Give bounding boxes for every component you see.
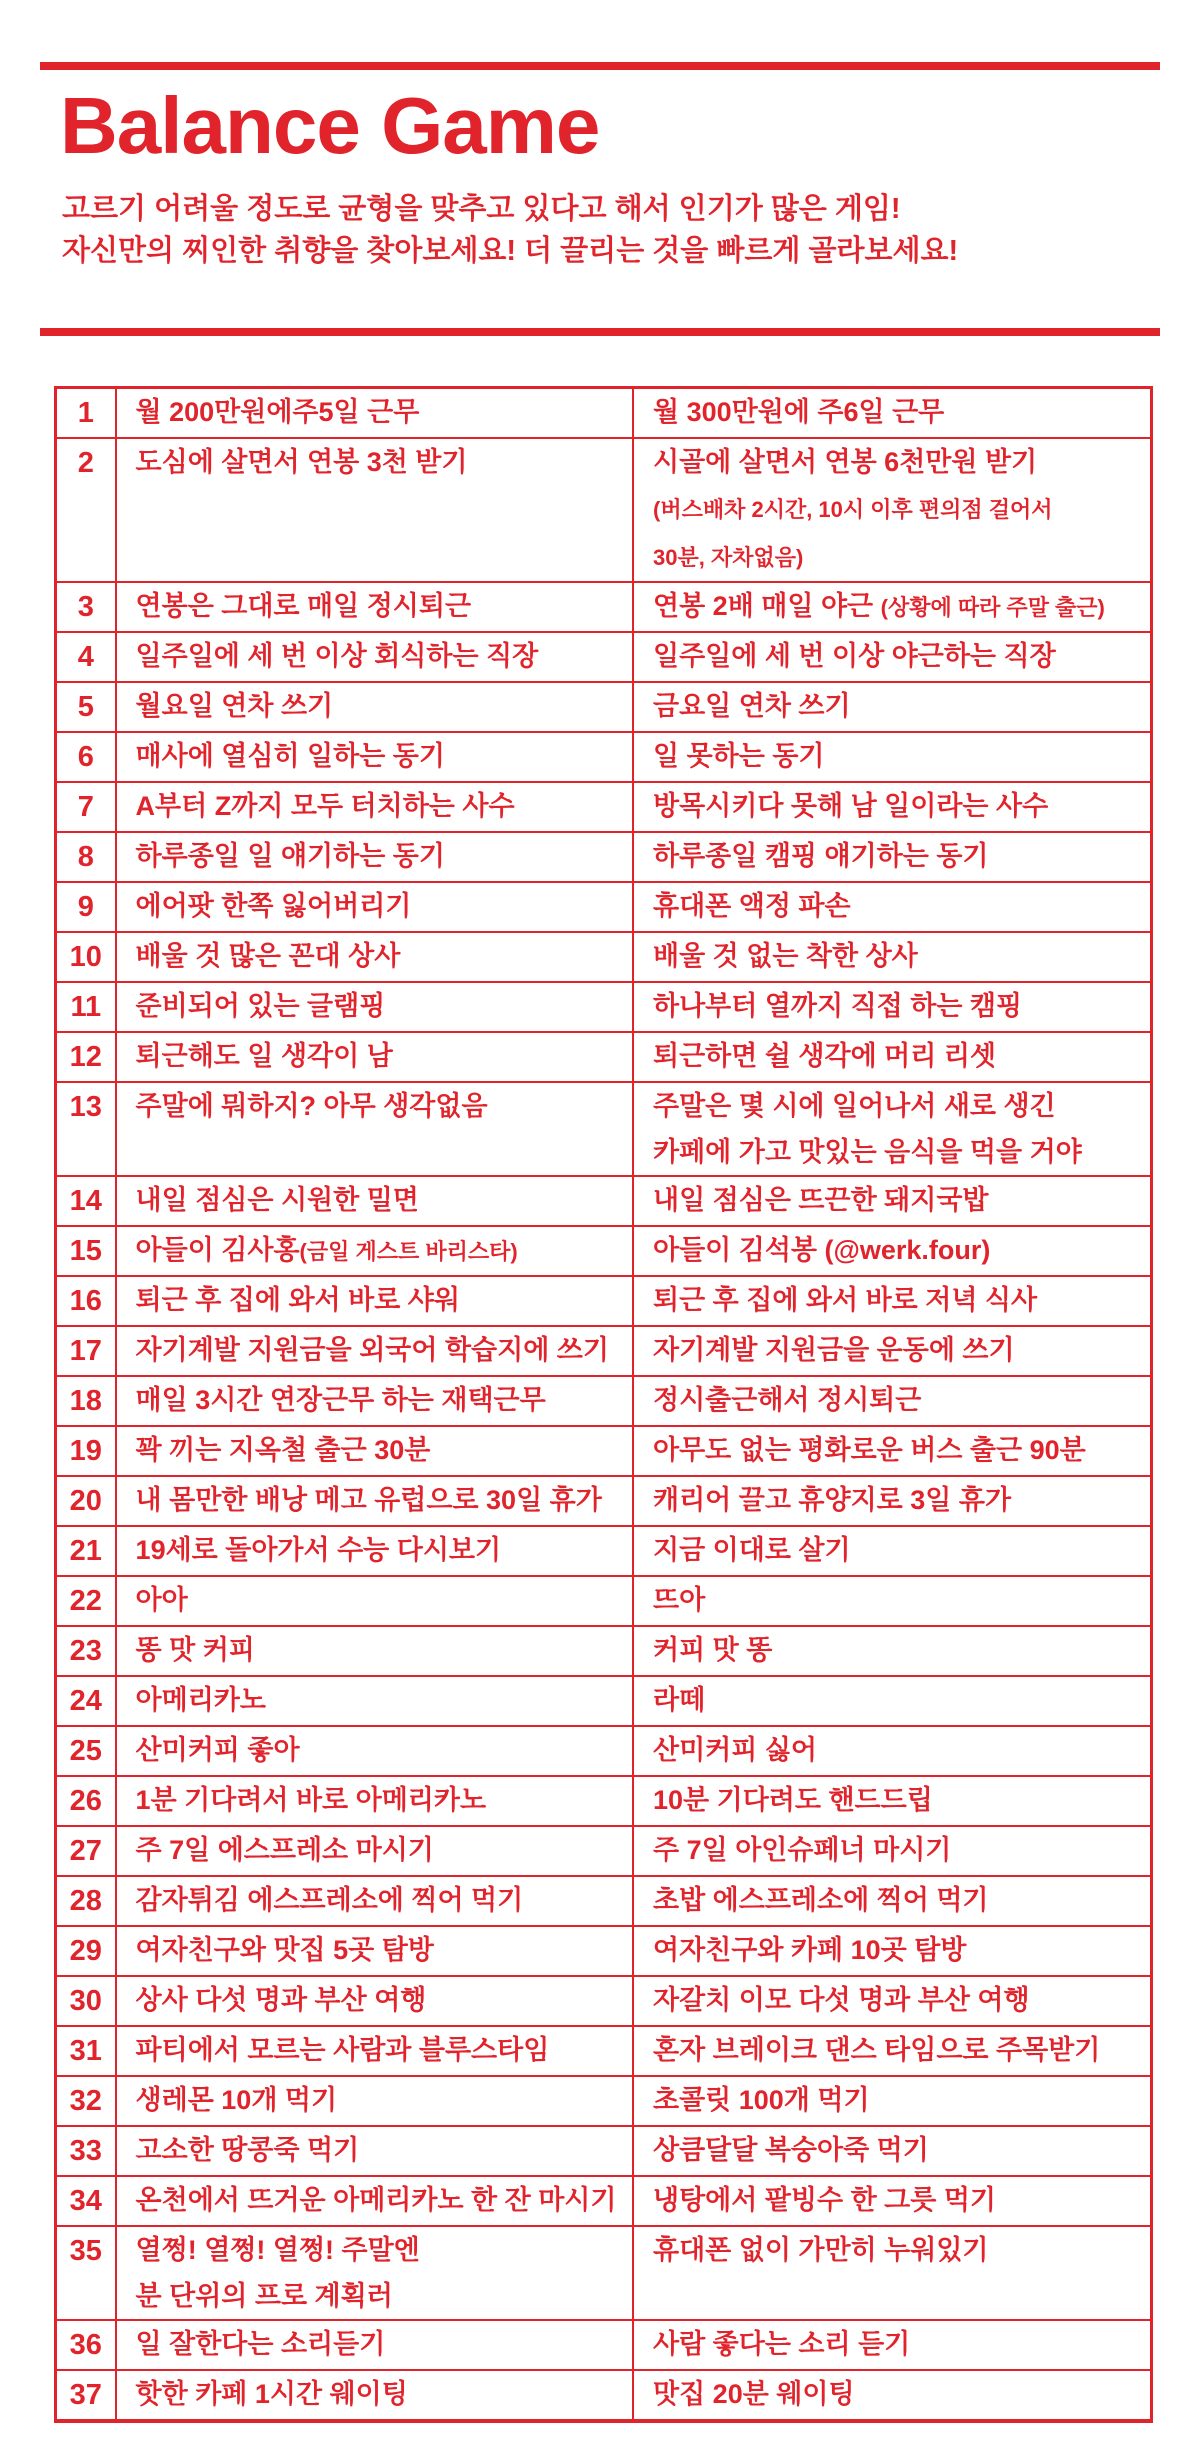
row-number: 36 [56,2320,116,2370]
option-right [633,832,1151,882]
row-number: 12 [56,1032,116,1082]
table-row [56,682,1152,732]
option-text-line: 연봉은 그대로 매일 정시퇴근 [135,591,472,622]
row-number: 4 [56,632,116,682]
option-text-line: 산미커피 싫어 [653,1735,818,1766]
top-divider [40,62,1160,70]
option-left [116,438,633,582]
option-text-line: 맛집 20분 웨이팅 [653,2379,855,2410]
option-right [633,1626,1151,1676]
option-text-line: 생레몬 10개 먹기 [135,2085,338,2116]
option-right [633,1176,1151,1226]
option-text-line: 정시출근해서 정시퇴근 [653,1385,922,1416]
option-text-line: 똥 맛 커피 [135,1635,255,1666]
option-text-line: 배울 것 많은 꼰대 상사 [135,941,401,972]
option-text-line: 내일 점심은 시원한 밀면 [135,1185,419,1216]
row-number: 26 [56,1776,116,1826]
option-right [633,1926,1151,1976]
option-right [633,582,1151,632]
option-text-line: 아무도 없는 평화로운 버스 출근 90분 [653,1435,1086,1466]
option-left [116,1626,633,1676]
option-right [633,1676,1151,1726]
option-text-line: 사람 좋다는 소리 듣기 [653,2329,911,2360]
option-text-line: 꽉 끼는 지옥철 출근 30분 [135,1435,431,1466]
option-left [116,1176,633,1226]
option-text-line: 월요일 연차 쓰기 [135,691,334,722]
option-left [116,632,633,682]
option-right [633,2026,1151,2076]
option-text-line: 일 잘한다는 소리듣기 [135,2329,386,2360]
table-row [56,2026,1152,2076]
option-text-line: 내 몸만한 배낭 메고 유럽으로 30일 휴가 [135,1485,602,1516]
option-left [116,982,633,1032]
option-left [116,388,633,439]
option-left [116,1226,633,1276]
row-number: 14 [56,1176,116,1226]
option-text-line: 여자친구와 카페 10곳 탐방 [653,1935,967,1966]
option-text-line: 배울 것 없는 착한 상사 [653,941,918,972]
table-row [56,1176,1152,1226]
option-left [116,1032,633,1082]
option-text-line: 초밥 에스프레소에 찍어 먹기 [653,1885,989,1916]
option-left [116,1776,633,1826]
option-text-line: 핫한 카페 1시간 웨이팅 [135,2379,408,2410]
option-text-line: 온천에서 뜨거운 아메리카노 한 잔 마시기 [135,2185,617,2216]
option-text-line: 퇴근 후 집에 와서 바로 저녁 식사 [653,1285,1038,1316]
option-text-line: 자기계발 지원금을 운동에 쓰기 [653,1335,1015,1366]
option-left [116,682,633,732]
option-left [116,1976,633,2026]
table-row [56,2126,1152,2176]
option-left [116,1476,633,1526]
table-row [56,1226,1152,1276]
row-number: 32 [56,2076,116,2126]
option-text-line: 주말은 몇 시에 일어나서 새로 생긴 [653,1091,1056,1122]
table-row [56,1426,1152,1476]
row-number: 20 [56,1476,116,1526]
option-left [116,1726,633,1776]
table-row [56,1576,1152,1626]
option-text-line: 자갈치 이모 다섯 명과 부산 여행 [653,1985,1030,2016]
row-number: 3 [56,582,116,632]
option-text-line: 주말에 뭐하지? 아무 생각없음 [135,1091,488,1122]
option-right [633,1226,1151,1276]
table-row [56,2176,1152,2226]
option-left [116,2026,633,2076]
option-left [116,932,633,982]
table-row [56,1476,1152,1526]
row-number: 2 [56,438,116,582]
row-number: 8 [56,832,116,882]
subtitle-line-1: 고르기 어려울 정도로 균형을 맞추고 있다고 해서 인기가 많은 게임! [62,193,901,225]
table-row [56,1626,1152,1676]
option-right [633,782,1151,832]
option-text-line: 도심에 살면서 연봉 3천 받기 [135,447,468,478]
option-text-line: 상큼달달 복숭아죽 먹기 [653,2135,929,2166]
option-text-line: 매사에 열심히 일하는 동기 [135,741,445,772]
option-text-line: 파티에서 모르는 사람과 블루스타임 [135,2035,550,2066]
table-row [56,1032,1152,1082]
row-number: 22 [56,1576,116,1626]
option-right [633,1032,1151,1082]
option-text-line: 에어팟 한쪽 잃어버리기 [135,891,412,922]
option-text-line: 자기계발 지원금을 외국어 학습지에 쓰기 [135,1335,609,1366]
option-text-line: 아들이 김석봉 (@werk.four) [653,1235,991,1266]
option-right [633,1426,1151,1476]
balance-table-body [56,388,1152,2422]
row-number: 31 [56,2026,116,2076]
option-right [633,2320,1151,2370]
option-left [116,2126,633,2176]
option-text-line: 라떼 [653,1685,706,1716]
option-right [633,682,1151,732]
row-number: 33 [56,2126,116,2176]
table-row [56,1826,1152,1876]
option-text-line: 일주일에 세 번 이상 회식하는 직장 [135,641,539,672]
row-number: 19 [56,1426,116,1476]
row-number: 34 [56,2176,116,2226]
table-row [56,782,1152,832]
table-row [56,2320,1152,2370]
table-row [56,1082,1152,1176]
option-text-line: 뜨아 [653,1585,706,1616]
option-right [633,1082,1151,1176]
table-row [56,1376,1152,1426]
option-text-line: 상사 다섯 명과 부산 여행 [135,1985,427,2016]
option-right [633,1276,1151,1326]
option-left [116,1082,633,1176]
page-title: Balance Game [60,81,600,170]
option-right [633,1326,1151,1376]
option-right [633,2076,1151,2126]
row-number: 1 [56,388,116,439]
table-row [56,388,1152,439]
option-left [116,1426,633,1476]
option-text-line: A부터 Z까지 모두 터치하는 사수 [135,791,515,822]
option-text-line: 10분 기다려도 핸드드립 [653,1785,933,1816]
table-row [56,882,1152,932]
option-right [633,932,1151,982]
row-number: 15 [56,1226,116,1276]
option-text-line: 일 못하는 동기 [653,741,825,772]
option-text-line: 하나부터 열까지 직접 하는 캠핑 [653,991,1023,1022]
option-right [633,732,1151,782]
option-left [116,1526,633,1576]
option-left [116,1276,633,1326]
table-row [56,1776,1152,1826]
option-left [116,832,633,882]
row-number: 10 [56,932,116,982]
option-left [116,2320,633,2370]
table-row [56,982,1152,1032]
option-text-line: 30분, 자차없음) [653,545,804,571]
option-right [633,982,1151,1032]
option-right [633,1576,1151,1626]
option-text-line: 산미커피 좋아 [135,1735,300,1766]
row-number: 30 [56,1976,116,2026]
option-text-line: 19세로 돌아가서 수능 다시보기 [135,1535,502,1566]
row-number: 17 [56,1326,116,1376]
table-row [56,582,1152,632]
table-row [56,732,1152,782]
option-left [116,1326,633,1376]
option-text-line: 아아 [135,1585,188,1616]
option-text-line: 퇴근 후 집에 와서 바로 샤워 [135,1285,460,1316]
option-text-line: 분 단위의 프로 계획러 [135,2281,393,2312]
option-text-line: 아메리카노 [135,1685,266,1716]
row-number: 37 [56,2370,116,2421]
option-right [633,388,1151,439]
table-row [56,1876,1152,1926]
table-row [56,1976,1152,2026]
option-text-line: 퇴근하면 쉴 생각에 머리 리셋 [653,1041,997,1072]
option-text-line: 퇴근해도 일 생각이 남 [135,1041,393,1072]
table-row [56,932,1152,982]
option-right [633,1376,1151,1426]
option-left [116,1876,633,1926]
option-text-line: 주 7일 아인슈페너 마시기 [653,1835,952,1866]
option-left [116,782,633,832]
option-left [116,882,633,932]
option-left [116,1376,633,1426]
table-row [56,1676,1152,1726]
option-text-line: 시골에 살면서 연봉 6천만원 받기 [653,447,1038,478]
option-left [116,1926,633,1976]
option-text-line: 초콜릿 100개 먹기 [653,2085,870,2116]
table-row [56,1326,1152,1376]
option-left [116,2076,633,2126]
option-right [633,1476,1151,1526]
balance-game-table [54,386,1153,2423]
option-right [633,2126,1151,2176]
row-number: 5 [56,682,116,732]
row-number: 6 [56,732,116,782]
option-right [633,632,1151,682]
option-text-line: 혼자 브레이크 댄스 타임으로 주목받기 [653,2035,1101,2066]
option-text-line: 주 7일 에스프레소 마시기 [135,1835,434,1866]
option-left [116,1576,633,1626]
row-number: 7 [56,782,116,832]
row-number: 24 [56,1676,116,1726]
row-number: 27 [56,1826,116,1876]
row-number: 21 [56,1526,116,1576]
row-number: 11 [56,982,116,1032]
option-text-line: 하루종일 일 얘기하는 동기 [135,841,445,872]
table-row [56,1526,1152,1576]
option-text-line: 커피 맛 똥 [653,1635,773,1666]
option-text-line: 감자튀김 에스프레소에 찍어 먹기 [135,1885,524,1916]
table-row [56,1726,1152,1776]
row-number: 35 [56,2226,116,2320]
table-row [56,832,1152,882]
option-right [633,1776,1151,1826]
option-left [116,1676,633,1726]
option-text-line: 아들이 김사홍(금일 게스트 바리스타) [135,1235,518,1266]
row-number: 16 [56,1276,116,1326]
option-left [116,582,633,632]
option-text-line: 내일 점심은 뜨끈한 돼지국밥 [653,1185,989,1216]
option-text-line: 휴대폰 액정 파손 [653,891,851,922]
option-text-line: 준비되어 있는 글램핑 [135,991,386,1022]
page-subtitle [62,188,1200,272]
row-number: 23 [56,1626,116,1676]
table-row [56,438,1152,582]
option-left [116,2226,633,2320]
option-text-line: 금요일 연차 쓰기 [653,691,851,722]
row-number: 18 [56,1376,116,1426]
option-text-line: 하루종일 캠핑 얘기하는 동기 [653,841,989,872]
option-text-line: 방목시키다 못해 남 일이라는 사수 [653,791,1049,822]
option-left [116,1826,633,1876]
option-text-line: 휴대폰 없이 가만히 누워있기 [653,2235,989,2266]
option-text-line: 고소한 땅콩죽 먹기 [135,2135,360,2166]
option-text-line: 냉탕에서 팥빙수 한 그릇 먹기 [653,2185,997,2216]
option-right [633,438,1151,582]
option-right [633,1976,1151,2026]
option-right [633,2176,1151,2226]
option-text-line: 카페에 가고 맛있는 음식을 먹을 거야 [653,1137,1082,1168]
table-row [56,2076,1152,2126]
option-text-line: 월 300만원에 주6일 근무 [653,397,945,428]
option-text-line: (버스배차 2시간, 10시 이후 편의점 걸어서 [653,497,1053,523]
option-text-line: 여자친구와 맛집 5곳 탐방 [135,1935,434,1966]
option-right [633,1726,1151,1776]
middle-divider [40,328,1160,336]
option-text-line: 캐리어 끌고 휴양지로 3일 휴가 [653,1485,1012,1516]
option-text-line: 일주일에 세 번 이상 야근하는 직장 [653,641,1056,672]
table-row [56,632,1152,682]
option-left [116,732,633,782]
table-row [56,1926,1152,1976]
option-right [633,2226,1151,2320]
option-left [116,2176,633,2226]
option-right [633,882,1151,932]
row-number: 28 [56,1876,116,1926]
option-right [633,1826,1151,1876]
row-number: 29 [56,1926,116,1976]
option-text-line: 1분 기다려서 바로 아메리카노 [135,1785,487,1816]
option-text-line: 지금 이대로 살기 [653,1535,851,1566]
subtitle-line-2: 자신만의 찌인한 취향을 찾아보세요! 더 끌리는 것을 빠르게 골라보세요! [62,235,959,268]
option-text-line: 열쩡! 열쩡! 열쩡! 주말엔 [135,2235,420,2266]
option-text-line: 매일 3시간 연장근무 하는 재택근무 [135,1385,546,1416]
option-right [633,1876,1151,1926]
option-right [633,1526,1151,1576]
row-number: 13 [56,1082,116,1176]
table-row [56,2226,1152,2320]
table-row [56,1276,1152,1326]
option-text-line: 월 200만원에주5일 근무 [135,397,420,428]
option-text-line: 연봉 2배 매일 야근 (상황에 따라 주말 출근) [653,591,1105,622]
row-number: 25 [56,1726,116,1776]
row-number: 9 [56,882,116,932]
